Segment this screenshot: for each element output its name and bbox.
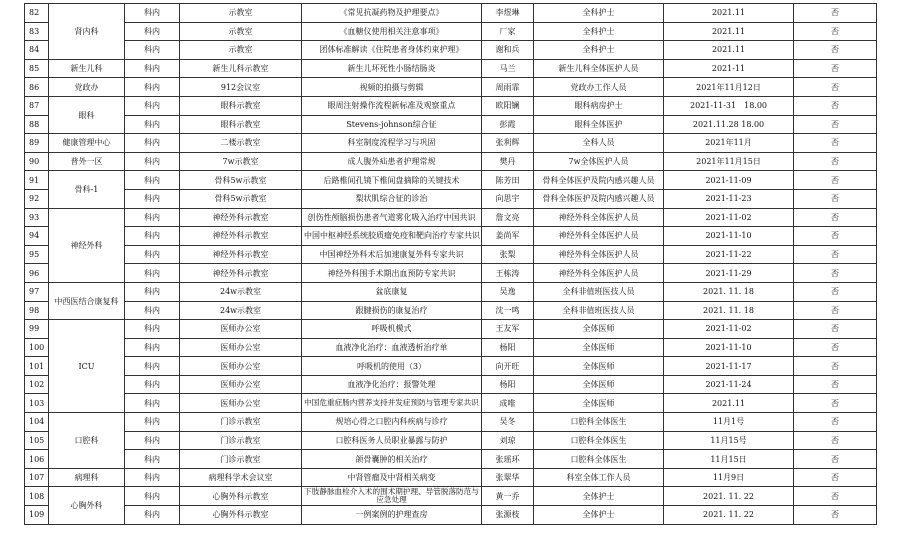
- date-cell: 2021-11-10: [664, 338, 794, 357]
- audience-cell: 口腔科全体医生: [534, 450, 664, 469]
- audience-cell: 口腔科全体医生: [534, 431, 664, 450]
- date-cell: 2021-11-02: [664, 320, 794, 339]
- location-cell: 7w示教室: [180, 152, 302, 171]
- audience-cell: 神经外科全体医护人员: [534, 208, 664, 227]
- training-schedule-table: [24, 3, 877, 525]
- flag-cell: 否: [794, 245, 877, 264]
- flag-cell: 否: [794, 78, 877, 97]
- flag-cell: 否: [794, 468, 877, 487]
- date-cell: 2021-11-24: [664, 375, 794, 394]
- flag-cell: 否: [794, 152, 877, 171]
- location-cell: 神经外科示教室: [180, 208, 302, 227]
- topic-cell: 规培心得之口腔内科疾病与诊疗: [302, 413, 482, 432]
- row-number-cell: 88: [25, 115, 49, 134]
- date-cell: 2021-11-09: [664, 171, 794, 190]
- flag-cell: 否: [794, 115, 877, 134]
- speaker-cell: 吴逸: [482, 282, 534, 301]
- flag-cell: 否: [794, 394, 877, 413]
- audience-cell: 眼科病房护士: [534, 96, 664, 115]
- topic-cell: 下肢静脉血栓介入术的围术期护理、导管脱落防范与应急处理: [302, 487, 482, 506]
- location-cell: 24w示教室: [180, 301, 302, 320]
- flag-cell: 否: [794, 506, 877, 525]
- type-cell: 科内: [125, 282, 180, 301]
- audience-cell: 神经外科全体医护人员: [534, 264, 664, 283]
- table-row: [25, 4, 877, 23]
- type-cell: 科内: [125, 264, 180, 283]
- type-cell: 科内: [125, 134, 180, 153]
- speaker-cell: 詹文亮: [482, 208, 534, 227]
- department-cell: 健康管理中心: [49, 134, 125, 153]
- speaker-cell: 张利辉: [482, 134, 534, 153]
- speaker-cell: 王友军: [482, 320, 534, 339]
- type-cell: 科内: [125, 227, 180, 246]
- audience-cell: 眼科全体医护: [534, 115, 664, 134]
- flag-cell: 否: [794, 282, 877, 301]
- type-cell: 科内: [125, 320, 180, 339]
- location-cell: 神经外科示教室: [180, 264, 302, 283]
- date-cell: 2021. 11. 18: [664, 282, 794, 301]
- speaker-cell: 张源枝: [482, 506, 534, 525]
- table-row: [25, 320, 877, 339]
- row-number-cell: 87: [25, 96, 49, 115]
- table-body: [25, 4, 877, 525]
- flag-cell: 否: [794, 208, 877, 227]
- location-cell: 心胸外科示教室: [180, 506, 302, 525]
- speaker-cell: 彭霞: [482, 115, 534, 134]
- row-number-cell: 92: [25, 189, 49, 208]
- topic-cell: 创伤性颅脑损伤患者气道雾化吸入治疗中国共识: [302, 208, 482, 227]
- topic-cell: 成人腹外疝患者护理常规: [302, 152, 482, 171]
- table-row: [25, 245, 877, 264]
- department-cell: 病理科: [49, 468, 125, 487]
- topic-cell: 呼吸机模式: [302, 320, 482, 339]
- audience-cell: 全科非值班医技人员: [534, 301, 664, 320]
- location-cell: 门诊示教室: [180, 450, 302, 469]
- speaker-cell: 李煜琳: [482, 4, 534, 23]
- type-cell: 科内: [125, 468, 180, 487]
- type-cell: 科内: [125, 506, 180, 525]
- type-cell: 科内: [125, 208, 180, 227]
- audience-cell: 7w全体医护人员: [534, 152, 664, 171]
- table-row: [25, 282, 877, 301]
- date-cell: 2021. 11. 18: [664, 301, 794, 320]
- row-number-cell: 83: [25, 22, 49, 41]
- flag-cell: 否: [794, 375, 877, 394]
- location-cell: 示教室: [180, 22, 302, 41]
- audience-cell: 新生儿科全体医护人员: [534, 59, 664, 78]
- location-cell: 病理科学术会议室: [180, 468, 302, 487]
- location-cell: 912会议室: [180, 78, 302, 97]
- table-row: [25, 450, 877, 469]
- date-cell: 2021年11月12日: [664, 78, 794, 97]
- date-cell: 2021.11: [664, 394, 794, 413]
- department-cell: 新生儿科: [49, 59, 125, 78]
- type-cell: 科内: [125, 22, 180, 41]
- speaker-cell: 张翠华: [482, 468, 534, 487]
- department-cell: 口腔科: [49, 413, 125, 469]
- flag-cell: 否: [794, 4, 877, 23]
- topic-cell: 梨状肌综合征的诊治: [302, 189, 482, 208]
- row-number-cell: 102: [25, 375, 49, 394]
- audience-cell: 全体护士: [534, 506, 664, 525]
- topic-cell: 盆底康复: [302, 282, 482, 301]
- table-row: [25, 338, 877, 357]
- topic-cell: 血液净化治疗：血液透析治疗单: [302, 338, 482, 357]
- type-cell: 科内: [125, 4, 180, 23]
- department-cell: 普外一区: [49, 152, 125, 171]
- row-number-cell: 94: [25, 227, 49, 246]
- flag-cell: 否: [794, 320, 877, 339]
- topic-cell: 中国危重症肠内营养支持并发症预防与管理专家共识: [302, 394, 482, 413]
- table-row: [25, 208, 877, 227]
- date-cell: 2021-11-10: [664, 227, 794, 246]
- type-cell: 科内: [125, 394, 180, 413]
- topic-cell: 一例案例的护理查房: [302, 506, 482, 525]
- speaker-cell: 陈芳田: [482, 171, 534, 190]
- flag-cell: 否: [794, 227, 877, 246]
- speaker-cell: 向开旺: [482, 357, 534, 376]
- speaker-cell: 沈一鸣: [482, 301, 534, 320]
- date-cell: 2021. 11. 22: [664, 487, 794, 506]
- type-cell: 科内: [125, 245, 180, 264]
- audience-cell: 全体医师: [534, 394, 664, 413]
- audience-cell: 全科护士: [534, 4, 664, 23]
- row-number-cell: 108: [25, 487, 49, 506]
- table-row: [25, 431, 877, 450]
- date-cell: 11月15日: [664, 450, 794, 469]
- topic-cell: 科室制度流程学习与巩固: [302, 134, 482, 153]
- flag-cell: 否: [794, 301, 877, 320]
- date-cell: 2021年11月15日: [664, 152, 794, 171]
- topic-cell: 中国中枢神经系统胶质瘤免疫和靶向治疗专家共识: [302, 227, 482, 246]
- audience-cell: 全体医师: [534, 375, 664, 394]
- row-number-cell: 86: [25, 78, 49, 97]
- flag-cell: 否: [794, 413, 877, 432]
- date-cell: 2021-11-17: [664, 357, 794, 376]
- type-cell: 科内: [125, 115, 180, 134]
- date-cell: 2021年11月: [664, 134, 794, 153]
- row-number-cell: 82: [25, 4, 49, 23]
- date-cell: 2021.11.28 18.00: [664, 115, 794, 134]
- table-row: [25, 357, 877, 376]
- location-cell: 骨科5w示教室: [180, 171, 302, 190]
- topic-cell: 《血糖仪使用相关注意事项》: [302, 22, 482, 41]
- audience-cell: 全体医师: [534, 320, 664, 339]
- date-cell: 2021-11-22: [664, 245, 794, 264]
- speaker-cell: 樊丹: [482, 152, 534, 171]
- row-number-cell: 95: [25, 245, 49, 264]
- location-cell: 新生儿科示教室: [180, 59, 302, 78]
- table-row: [25, 41, 877, 60]
- date-cell: 2021. 11. 22: [664, 506, 794, 525]
- flag-cell: 否: [794, 431, 877, 450]
- table-row: [25, 264, 877, 283]
- topic-cell: 团体标准解读《住院患者身体约束护理》: [302, 41, 482, 60]
- table-row: [25, 152, 877, 171]
- speaker-cell: 厂家: [482, 22, 534, 41]
- location-cell: 骨科5w示教室: [180, 189, 302, 208]
- flag-cell: 否: [794, 134, 877, 153]
- table-row: [25, 115, 877, 134]
- location-cell: 医师办公室: [180, 357, 302, 376]
- row-number-cell: 96: [25, 264, 49, 283]
- audience-cell: 党政办工作人员: [534, 78, 664, 97]
- topic-cell: 后路椎间孔镜下椎间盘摘除的关键技术: [302, 171, 482, 190]
- audience-cell: 全科非值班医技人员: [534, 282, 664, 301]
- table-row: [25, 301, 877, 320]
- flag-cell: 否: [794, 96, 877, 115]
- date-cell: 2021-11-29: [664, 264, 794, 283]
- location-cell: 示教室: [180, 41, 302, 60]
- audience-cell: 口腔科全体医生: [534, 413, 664, 432]
- audience-cell: 骨科全体医护及院内感兴趣人员: [534, 171, 664, 190]
- location-cell: 示教室: [180, 4, 302, 23]
- topic-cell: 颌骨囊肿的相关治疗: [302, 450, 482, 469]
- type-cell: 科内: [125, 96, 180, 115]
- row-number-cell: 97: [25, 282, 49, 301]
- table-row: [25, 22, 877, 41]
- type-cell: 科内: [125, 357, 180, 376]
- flag-cell: 否: [794, 338, 877, 357]
- location-cell: 医师办公室: [180, 394, 302, 413]
- table-row: [25, 189, 877, 208]
- speaker-cell: 向思宇: [482, 189, 534, 208]
- location-cell: 24w示教室: [180, 282, 302, 301]
- table-row: [25, 413, 877, 432]
- date-cell: 11月1号: [664, 413, 794, 432]
- flag-cell: 否: [794, 189, 877, 208]
- row-number-cell: 105: [25, 431, 49, 450]
- row-number-cell: 106: [25, 450, 49, 469]
- table-row: [25, 96, 877, 115]
- department-cell: 心胸外科: [49, 487, 125, 524]
- type-cell: 科内: [125, 431, 180, 450]
- topic-cell: 神经外科围手术期出血预防专家共识: [302, 264, 482, 283]
- date-cell: 2021-11-23: [664, 189, 794, 208]
- row-number-cell: 100: [25, 338, 49, 357]
- location-cell: 二楼示教室: [180, 134, 302, 153]
- row-number-cell: 101: [25, 357, 49, 376]
- flag-cell: 否: [794, 59, 877, 78]
- date-cell: 2021.11: [664, 4, 794, 23]
- table-row: [25, 227, 877, 246]
- department-cell: ICU: [49, 320, 125, 413]
- date-cell: 2021-11: [664, 59, 794, 78]
- type-cell: 科内: [125, 171, 180, 190]
- location-cell: 神经外科示教室: [180, 227, 302, 246]
- topic-cell: 视频的拍摄与剪辑: [302, 78, 482, 97]
- topic-cell: 呼吸机的使用（3）: [302, 357, 482, 376]
- location-cell: 门诊示教室: [180, 413, 302, 432]
- topic-cell: 口腔科医务人员职业暴露与防护: [302, 431, 482, 450]
- speaker-cell: 王栋涛: [482, 264, 534, 283]
- location-cell: 医师办公室: [180, 320, 302, 339]
- row-number-cell: 103: [25, 394, 49, 413]
- row-number-cell: 99: [25, 320, 49, 339]
- location-cell: 眼科示教室: [180, 96, 302, 115]
- speaker-cell: 张瑶环: [482, 450, 534, 469]
- speaker-cell: 谢和兵: [482, 41, 534, 60]
- speaker-cell: 欧阳镧: [482, 96, 534, 115]
- speaker-cell: 周雨霏: [482, 78, 534, 97]
- table-row: [25, 59, 877, 78]
- date-cell: 2021-11-31 18.00: [664, 96, 794, 115]
- location-cell: 医师办公室: [180, 375, 302, 394]
- audience-cell: 全体护士: [534, 487, 664, 506]
- location-cell: 医师办公室: [180, 338, 302, 357]
- type-cell: 科内: [125, 413, 180, 432]
- row-number-cell: 89: [25, 134, 49, 153]
- department-cell: 眼科: [49, 96, 125, 133]
- audience-cell: 科室全体工作人员: [534, 468, 664, 487]
- flag-cell: 否: [794, 171, 877, 190]
- speaker-cell: 姜尚军: [482, 227, 534, 246]
- row-number-cell: 109: [25, 506, 49, 525]
- table-row: [25, 78, 877, 97]
- type-cell: 科内: [125, 152, 180, 171]
- location-cell: 神经外科示教室: [180, 245, 302, 264]
- type-cell: 科内: [125, 487, 180, 506]
- table-row: [25, 375, 877, 394]
- row-number-cell: 93: [25, 208, 49, 227]
- type-cell: 科内: [125, 338, 180, 357]
- topic-cell: 中国神经外科术后加速康复外科专家共识: [302, 245, 482, 264]
- audience-cell: 神经外科全体医护人员: [534, 227, 664, 246]
- type-cell: 科内: [125, 59, 180, 78]
- topic-cell: Stevens-johnson综合征: [302, 115, 482, 134]
- topic-cell: 中肾管瘤及中肾相关病变: [302, 468, 482, 487]
- speaker-cell: 马兰: [482, 59, 534, 78]
- speaker-cell: 黄一乔: [482, 487, 534, 506]
- type-cell: 科内: [125, 78, 180, 97]
- date-cell: 11月15号: [664, 431, 794, 450]
- row-number-cell: 107: [25, 468, 49, 487]
- department-cell: 神经外科: [49, 208, 125, 282]
- audience-cell: 全科人员: [534, 134, 664, 153]
- location-cell: 门诊示教室: [180, 431, 302, 450]
- date-cell: 2021.11: [664, 41, 794, 60]
- date-cell: 2021-11-02: [664, 208, 794, 227]
- table-row: [25, 171, 877, 190]
- audience-cell: 神经外科全体医护人员: [534, 245, 664, 264]
- flag-cell: 否: [794, 41, 877, 60]
- flag-cell: 否: [794, 22, 877, 41]
- table-row: [25, 394, 877, 413]
- type-cell: 科内: [125, 189, 180, 208]
- row-number-cell: 85: [25, 59, 49, 78]
- audience-cell: 全体医师: [534, 338, 664, 357]
- type-cell: 科内: [125, 41, 180, 60]
- row-number-cell: 98: [25, 301, 49, 320]
- speaker-cell: 吴冬: [482, 413, 534, 432]
- location-cell: 眼科示教室: [180, 115, 302, 134]
- row-number-cell: 84: [25, 41, 49, 60]
- topic-cell: 跟腱损伤的康复治疗: [302, 301, 482, 320]
- flag-cell: 否: [794, 264, 877, 283]
- department-cell: 中西医结合康复科: [49, 282, 125, 319]
- location-cell: 心胸外科示教室: [180, 487, 302, 506]
- department-cell: 肾内科: [49, 4, 125, 60]
- date-cell: 11月9日: [664, 468, 794, 487]
- speaker-cell: 张梨: [482, 245, 534, 264]
- table-row: [25, 487, 877, 506]
- table-row: [25, 468, 877, 487]
- speaker-cell: 刘琼: [482, 431, 534, 450]
- speaker-cell: 杨阳: [482, 375, 534, 394]
- audience-cell: 全体医师: [534, 357, 664, 376]
- speaker-cell: 成唯: [482, 394, 534, 413]
- audience-cell: 全科护士: [534, 41, 664, 60]
- row-number-cell: 90: [25, 152, 49, 171]
- topic-cell: 新生儿坏死性小肠结肠炎: [302, 59, 482, 78]
- topic-cell: 《常见抗凝药物及护理要点》: [302, 4, 482, 23]
- row-number-cell: 104: [25, 413, 49, 432]
- date-cell: 2021.11: [664, 22, 794, 41]
- department-cell: 党政办: [49, 78, 125, 97]
- type-cell: 科内: [125, 375, 180, 394]
- topic-cell: 血液净化治疗：报警处理: [302, 375, 482, 394]
- flag-cell: 否: [794, 450, 877, 469]
- audience-cell: 骨科全体医护及院内感兴趣人员: [534, 189, 664, 208]
- speaker-cell: 杨阳: [482, 338, 534, 357]
- table-row: [25, 506, 877, 525]
- audience-cell: 全科护士: [534, 22, 664, 41]
- table-row: [25, 134, 877, 153]
- department-cell: 骨科-1: [49, 171, 125, 208]
- flag-cell: 否: [794, 357, 877, 376]
- type-cell: 科内: [125, 301, 180, 320]
- type-cell: 科内: [125, 450, 180, 469]
- topic-cell: 眼周注射操作流程新标准及观察重点: [302, 96, 482, 115]
- row-number-cell: 91: [25, 171, 49, 190]
- flag-cell: 否: [794, 487, 877, 506]
